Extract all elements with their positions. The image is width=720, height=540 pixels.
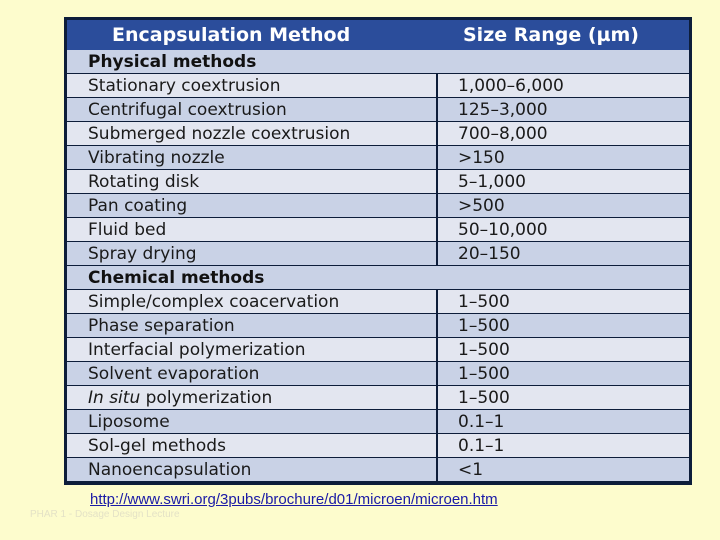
source-link[interactable]: http://www.swri.org/3pubs/brochure/d01/microen/microen.htm <box>90 491 498 508</box>
table-row <box>67 242 689 266</box>
method-cell: Nanoencapsulation <box>67 458 437 482</box>
header-size-range: Size Range (µm) <box>437 20 689 50</box>
table-row <box>67 362 689 386</box>
method-cell: Interfacial polymerization <box>67 338 437 362</box>
method-cell: In situ polymerization <box>67 386 437 410</box>
method-cell: Simple/complex coacervation <box>67 290 437 314</box>
size-range-cell: <1 <box>437 458 689 482</box>
size-range-cell: 20–150 <box>437 242 689 266</box>
table-row <box>67 122 689 146</box>
table-row <box>67 218 689 242</box>
size-range-cell: 1,000–6,000 <box>437 74 689 98</box>
table-row <box>67 290 689 314</box>
encapsulation-table-frame <box>64 17 692 485</box>
size-range-cell: 700–8,000 <box>437 122 689 146</box>
method-cell: Pan coating <box>67 194 437 218</box>
size-range-cell: 125–3,000 <box>437 98 689 122</box>
method-cell: Vibrating nozzle <box>67 146 437 170</box>
table-row <box>67 74 689 98</box>
method-cell: Submerged nozzle coextrusion <box>67 122 437 146</box>
header-method: Encapsulation Method <box>67 20 437 50</box>
method-cell: Solvent evaporation <box>67 362 437 386</box>
footer-text: PHAR 1 - Dosage Design Lecture <box>30 509 180 520</box>
size-range-cell: 50–10,000 <box>437 218 689 242</box>
size-range-cell: 5–1,000 <box>437 170 689 194</box>
size-range-cell: >500 <box>437 194 689 218</box>
encapsulation-table <box>67 20 689 482</box>
section-blank-cell <box>437 266 689 290</box>
method-cell: Stationary coextrusion <box>67 74 437 98</box>
size-range-cell: 1–500 <box>437 290 689 314</box>
section-title: Chemical methods <box>67 266 437 290</box>
section-row <box>67 50 689 74</box>
method-cell: Rotating disk <box>67 170 437 194</box>
table-row <box>67 146 689 170</box>
method-cell: Centrifugal coextrusion <box>67 98 437 122</box>
size-range-cell: 1–500 <box>437 362 689 386</box>
table-row <box>67 194 689 218</box>
table-row <box>67 458 689 482</box>
method-cell: Fluid bed <box>67 218 437 242</box>
size-range-cell: 1–500 <box>437 314 689 338</box>
section-title: Physical methods <box>67 50 437 74</box>
section-blank-cell <box>437 50 689 74</box>
table-row <box>67 434 689 458</box>
table-row <box>67 170 689 194</box>
method-cell: Sol-gel methods <box>67 434 437 458</box>
table-row <box>67 314 689 338</box>
table-row <box>67 338 689 362</box>
size-range-cell: 0.1–1 <box>437 410 689 434</box>
table-header-row <box>67 20 689 50</box>
size-range-cell: 0.1–1 <box>437 434 689 458</box>
size-range-cell: 1–500 <box>437 386 689 410</box>
table-row <box>67 98 689 122</box>
table-row <box>67 386 689 410</box>
table-row <box>67 410 689 434</box>
method-cell: Spray drying <box>67 242 437 266</box>
table-body <box>67 50 689 482</box>
method-cell: Phase separation <box>67 314 437 338</box>
size-range-cell: 1–500 <box>437 338 689 362</box>
section-row <box>67 266 689 290</box>
size-range-cell: >150 <box>437 146 689 170</box>
method-cell: Liposome <box>67 410 437 434</box>
